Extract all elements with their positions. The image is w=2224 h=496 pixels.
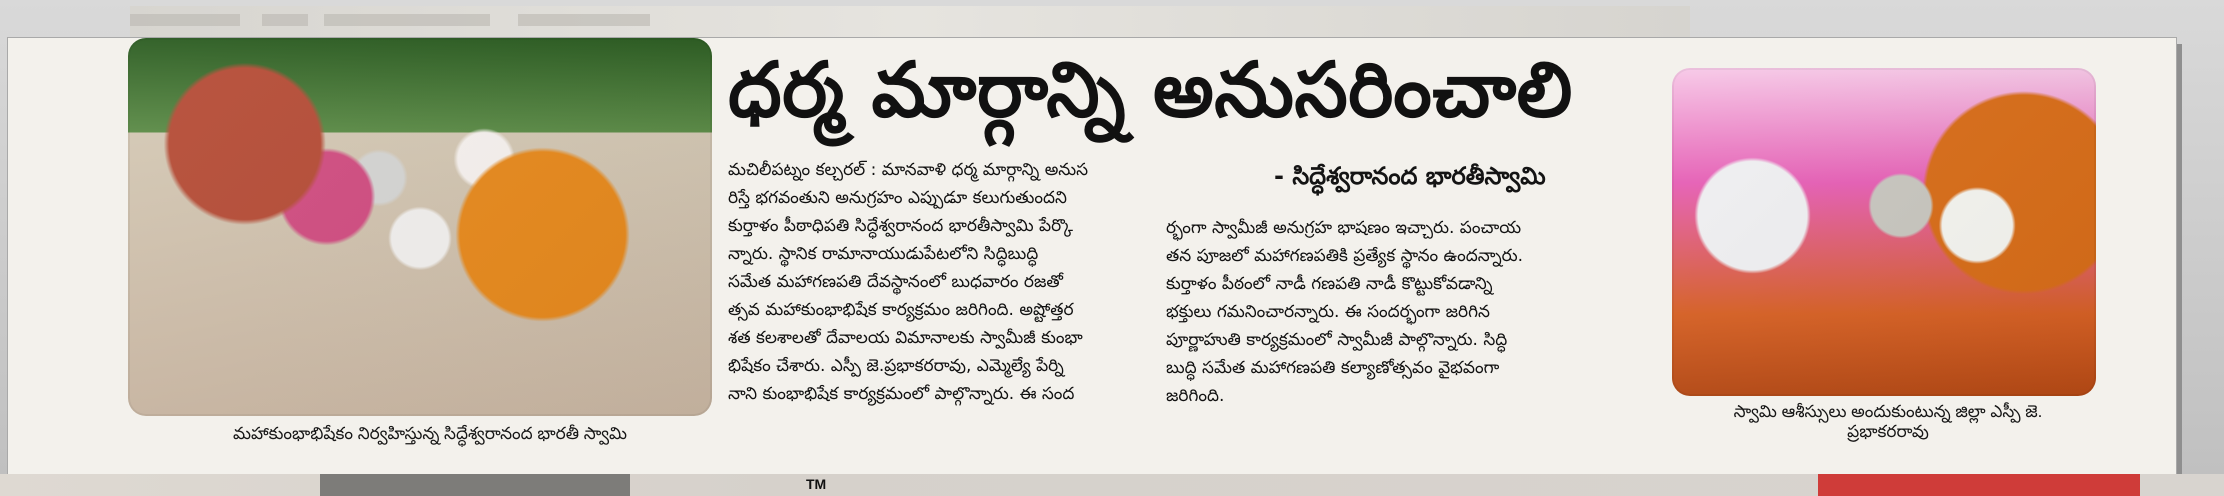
article-line: తన పూజలో మహాగణపతికి ప్రత్యేక స్థానం ఉందన్నారు. [1166,246,1523,266]
article-line: భిషేకం చేశారు. ఎస్పీ జె.ప్రభాకరరావు, ఎమ్మెల్యే పేర్ని [728,356,1064,376]
article-line: కుర్తాళం పీఠంలో నాడీ గణపతి నాడీ కొట్టుకోవడాన్ని [1166,274,1493,294]
bottom-strip-right-mark [1818,474,2140,496]
article-left-column [728,156,1228,408]
article-line: బుద్ధి సమేత మహాగణపతి కల్యాణోత్సవం వైభవంగా [1166,358,1500,378]
faded-top-text-4 [518,14,650,26]
faded-top-text-2 [262,14,308,26]
article-headline: ధర్మ మార్గాన్ని అనుసరించాలి [728,45,1573,134]
left-photo-caption: మహాకుంభాభిషేకం నిర్వహిస్తున్న సిద్ధేశ్వరానంద భారతీ స్వామి [232,424,628,443]
article-line: శత కలశాలతో దేవాలయ విమానాలకు స్వామీజీ కుంభా [728,328,1083,348]
article-line: జరిగింది. [1166,386,1225,406]
article-right-column [1166,214,1646,410]
article-line: సమేత మహాగణపతి దేవస్థానంలో బుధవారం రజతో [728,272,1064,292]
right-photo-caption: స్వామి ఆశీస్సులు అందుకుంటున్న జిల్లా ఎస్పీ జె. ప్రభాకరరావు [1733,402,2043,442]
article-line: మచిలీపట్నం కల్చరల్ : మానవాళి ధర్మ మార్గాన్ని అనుస [728,160,1089,180]
footer-tm-mark: TM [806,476,827,492]
article-line: రిస్తే భగవంతుని అనుగ్రహం ఎప్పుడూ కలుగుతుందని [728,188,1067,208]
top-paper-strip [130,6,1690,39]
article-line: త్సవ మహాకుంభాభిషేక కార్యక్రమం జరిగింది. అష్టోత్తర [728,300,1074,320]
article-line: ర్భంగా స్వామీజీ అనుగ్రహ భాషణం ఇచ్చారు. పంచాయ [1166,218,1522,238]
article-line: నాని కుంభాభిషేక కార్యక్రమంలో పాల్గొన్నారు. ఈ సంద [728,384,1075,404]
bottom-paper-strip [0,474,2224,496]
bottom-strip-left-mark [320,474,630,496]
right-photo-overlay [1672,68,2096,396]
left-photo-overlay [128,38,712,416]
right-news-photo [1672,68,2096,396]
faded-top-text-1 [130,14,240,26]
faded-top-text-3 [324,14,490,26]
article-line: పూర్ణాహుతి కార్యక్రమంలో స్వామీజీ పాల్గొన్నారు. సిద్ధి [1166,330,1508,350]
left-news-photo [128,38,712,416]
article-line: న్నారు. స్థానిక రామానాయుడుపేటలోని సిద్ధిబుద్ధి [728,244,1039,264]
article-line: కుర్తాళం పీఠాధిపతి సిద్ధేశ్వరానంద భారతీస్వామి పేర్కొ [728,216,1073,236]
article-byline: - సిద్ధేశ్వరానంద భారతీస్వామి [1274,162,1546,190]
article-line: భక్తులు గమనించారన్నారు. ఈ సందర్భంగా జరిగిన [1166,302,1490,322]
